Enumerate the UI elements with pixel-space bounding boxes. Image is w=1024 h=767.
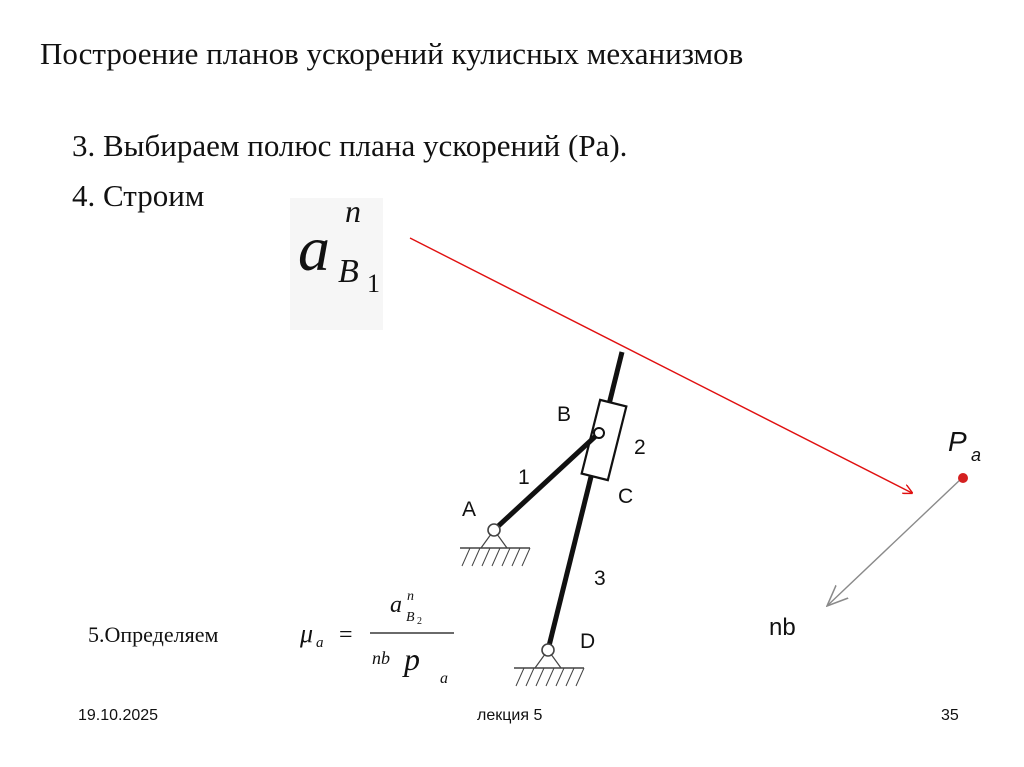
formula-equals: =	[339, 622, 353, 648]
support-a	[460, 524, 530, 566]
formula-numerator-sub-2: 2	[417, 616, 422, 627]
step-4-text: 4. Строим	[72, 178, 205, 213]
formula-mu-symbol: μ	[300, 619, 314, 648]
footer-date: 19.10.2025	[78, 707, 159, 724]
formula-denominator-nb: nb	[372, 648, 390, 668]
acceleration-vector-nb	[827, 478, 962, 606]
pole-pa-dot	[958, 473, 968, 483]
formula-superscript-n: n	[345, 193, 361, 229]
label-link-1: 1	[518, 466, 530, 489]
formula-a-symbol: a	[298, 213, 330, 284]
label-link-2: 2	[634, 436, 646, 459]
red-direction-arrow	[410, 238, 912, 493]
label-point-a: A	[462, 498, 477, 521]
label-point-c: C	[618, 485, 634, 508]
label-pole-sub-a: a	[971, 445, 982, 465]
joint-b	[594, 428, 604, 438]
formula-subscript-b: B	[338, 253, 359, 290]
label-link-3: 3	[594, 567, 606, 590]
formula-numerator-sub-b: B	[406, 610, 415, 625]
label-point-b: B	[557, 403, 572, 426]
footer-lecture: лекция 5	[477, 707, 543, 724]
slide-title: Построение планов ускорений кулисных механизмов	[40, 36, 744, 71]
formula-denominator-p: p	[404, 641, 420, 677]
footer-page-number: 35	[941, 707, 959, 724]
label-pole-p: P	[948, 426, 967, 457]
formula-denominator-sub-a: a	[440, 670, 448, 687]
support-d	[514, 644, 584, 686]
label-point-d: D	[580, 630, 596, 653]
step-3-text: 3. Выбираем полюс плана ускорений (Pa).	[72, 128, 628, 163]
label-nb: nb	[769, 614, 796, 641]
formula-numerator-a: a	[390, 592, 402, 618]
formula-mu-a	[299, 589, 454, 687]
formula-numerator-sup-n: n	[407, 589, 414, 604]
step-5-text: 5.Определяем	[88, 622, 219, 647]
formula-subscript-1: 1	[367, 269, 380, 298]
link-3-rocker	[548, 352, 622, 650]
formula-mu-sub-a: a	[316, 635, 324, 651]
